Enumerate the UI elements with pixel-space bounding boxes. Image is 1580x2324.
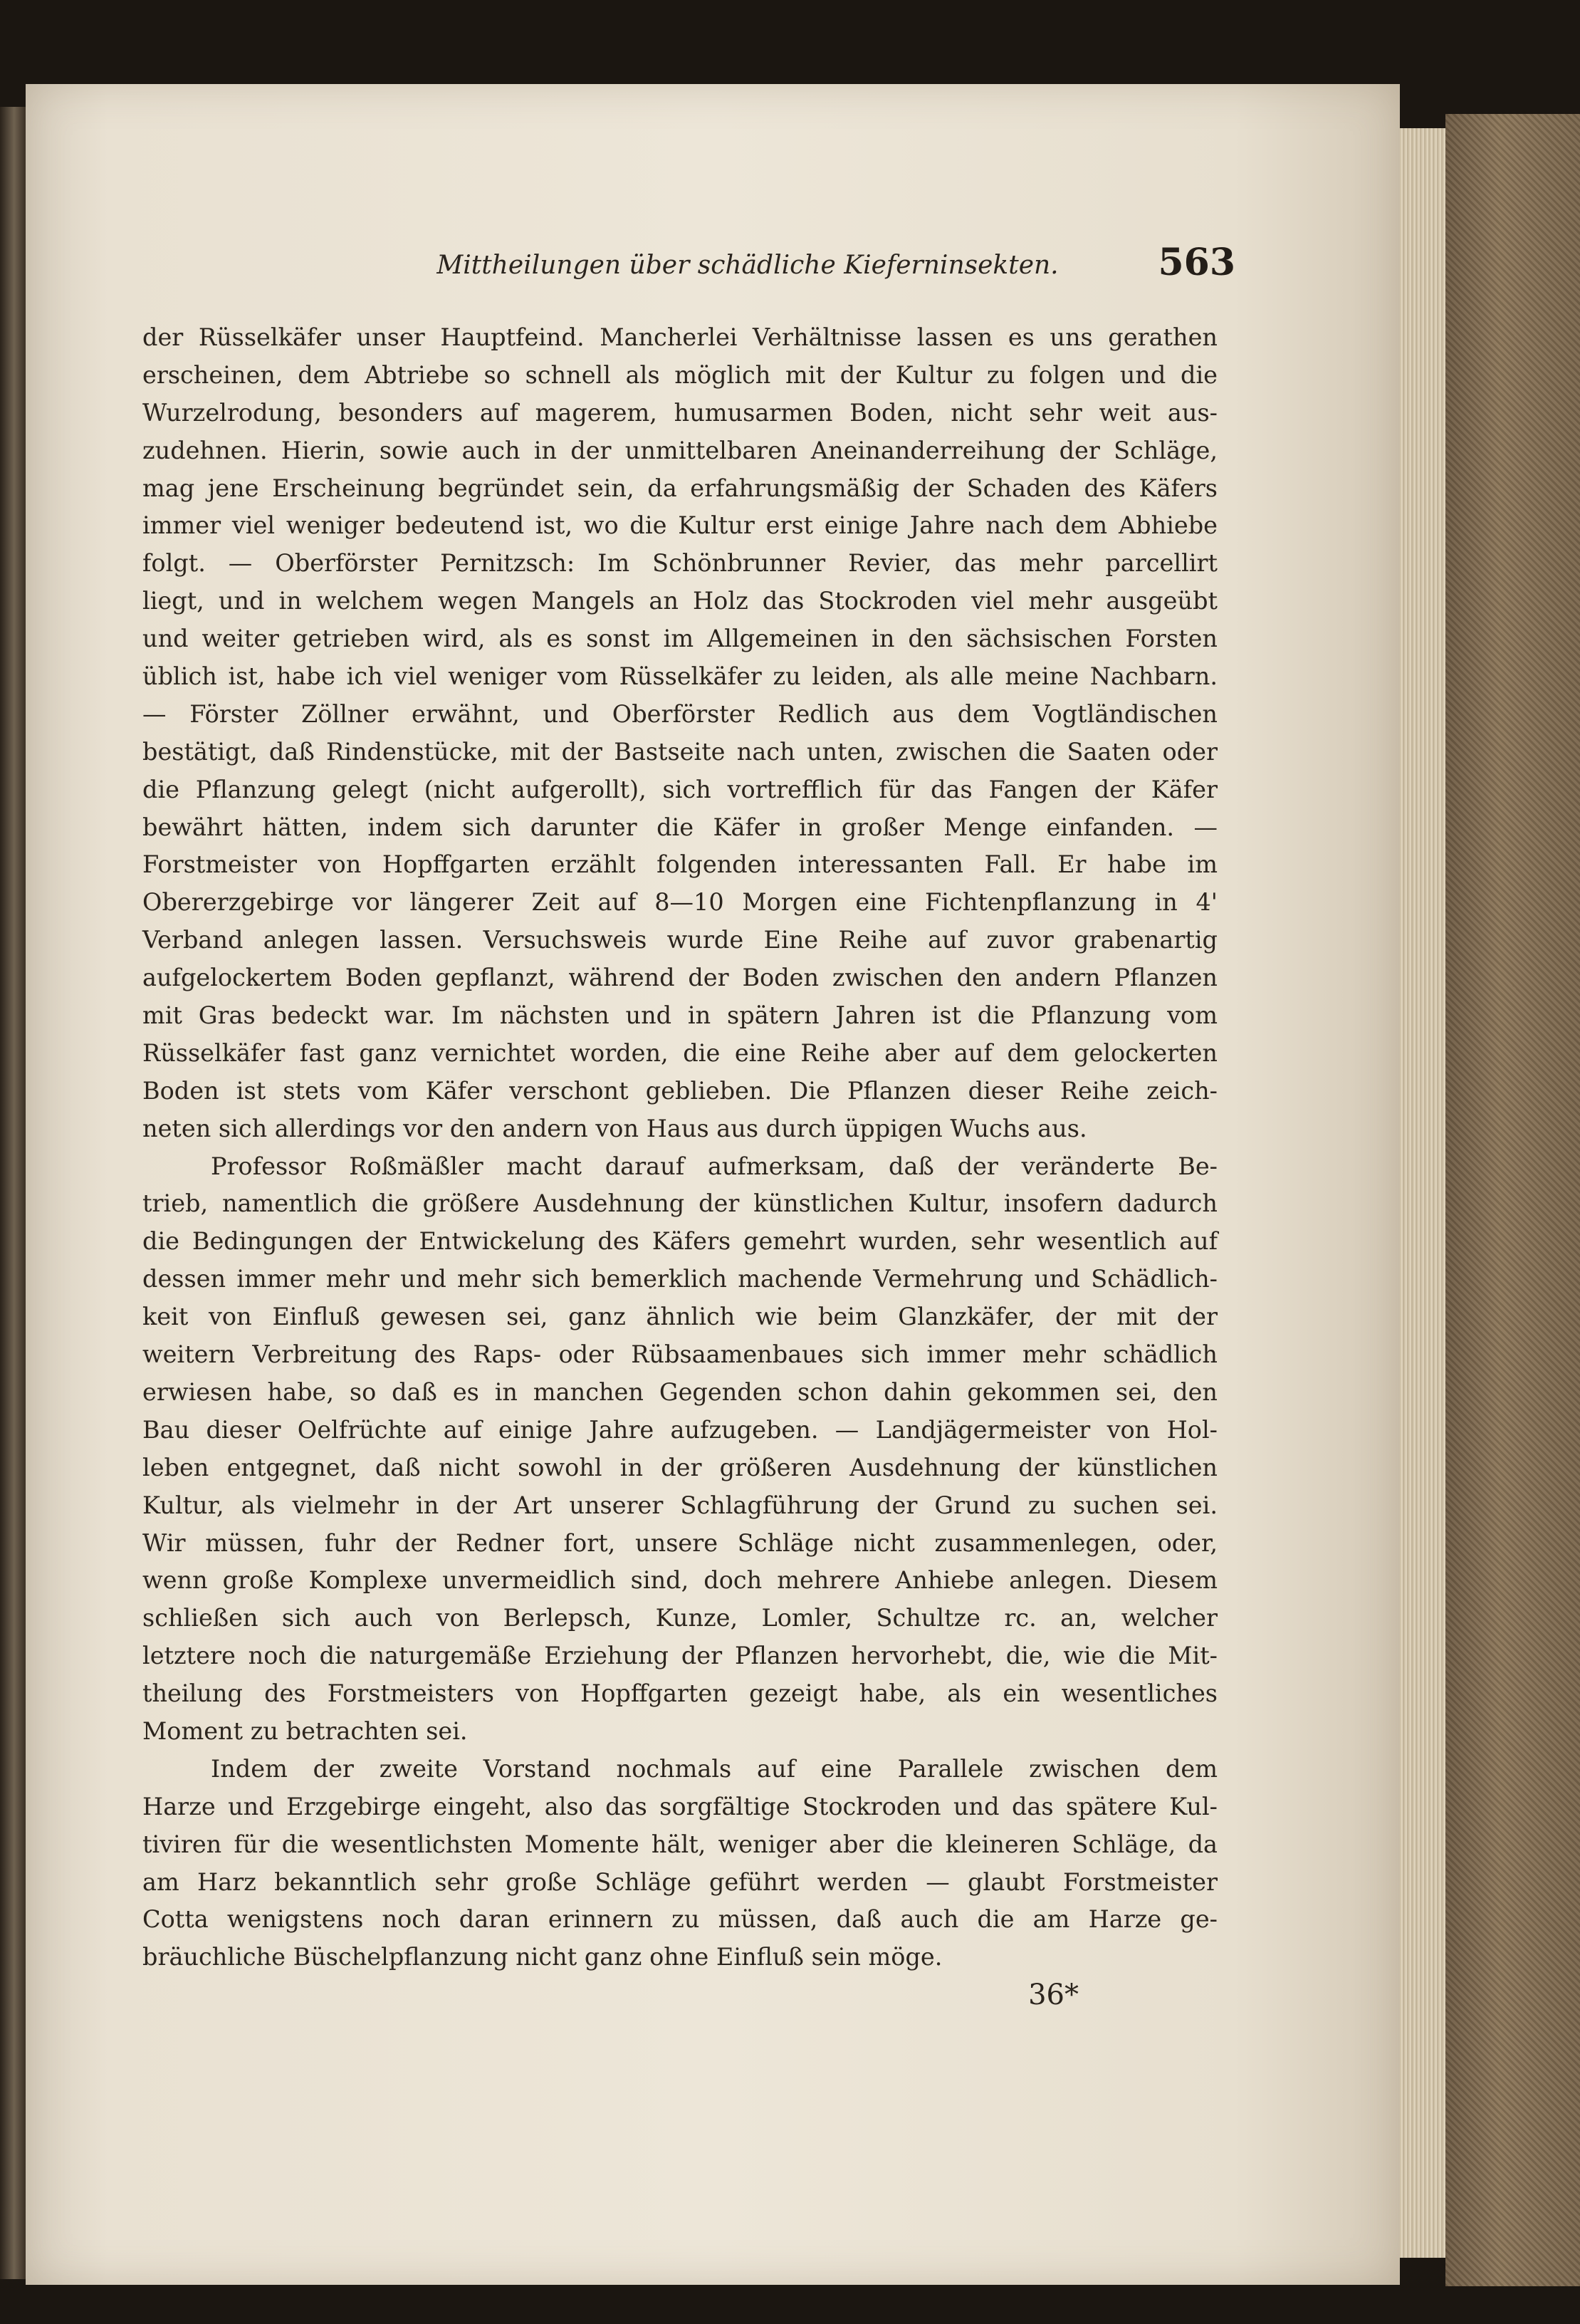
- text-line: bestätigt, daß Rindenstücke, mit der Bastseite nach unten, zwischen die Saaten oder: [142, 737, 1218, 766]
- text-line: Verband anlegen lassen. Versuchsweis wurde Eine Reihe auf zuvor grabenartig: [142, 926, 1218, 954]
- text-line: die Pflanzung gelegt (nicht aufgerollt), sich vortrefflich für das Fangen der Käfer: [142, 775, 1218, 803]
- text-line: zudehnen. Hierin, sowie auch in der unmittelbaren Aneinanderreihung der Schläge,: [142, 436, 1218, 464]
- text-line: neten sich allerdings vor den andern von Haus aus durch üppigen Wuchs aus.: [142, 1114, 1087, 1142]
- text-line: Harze und Erzgebirge eingeht, also das sorgfältige Stockroden und das spätere Kul-: [142, 1792, 1218, 1820]
- previous-page-edge: [0, 107, 26, 2279]
- text-line: Moment zu betrachten sei.: [142, 1716, 468, 1745]
- text-line: leben entgegnet, daß nicht sowohl in der größeren Ausdehnung der künstlichen: [142, 1453, 1218, 1481]
- text-line: aufgelockertem Boden gepflanzt, während der Boden zwischen den andern Pflanzen: [142, 964, 1218, 992]
- text-line: keit von Einfluß gewesen sei, ganz ähnlich wie beim Glanzkäfer, der mit der: [142, 1303, 1218, 1331]
- text-line: Forstmeister von Hopffgarten erzählt folgenden interessanten Fall. Er habe im: [142, 850, 1218, 879]
- body-text: [142, 319, 1218, 1976]
- text-line: üblich ist, habe ich viel weniger vom Rüsselkäfer zu leiden, als alle meine Nachbarn.: [142, 662, 1218, 691]
- text-line: Kultur, als vielmehr in der Art unserer Schlagführung der Grund zu suchen sei.: [142, 1491, 1218, 1519]
- text-line: der Rüsselkäfer unser Hauptfeind. Mancherlei Verhältnisse lassen es uns gerathen: [142, 323, 1218, 351]
- text-line: und weiter getrieben wird, als es sonst im Allgemeinen in den sächsischen Forsten: [142, 625, 1218, 653]
- text-line: theilung des Forstmeisters von Hopffgarten gezeigt habe, als ein wesentliches: [142, 1679, 1218, 1708]
- text-line: bräuchliche Büschelpflanzung nicht ganz ohne Einfluß sein möge.: [142, 1943, 943, 1971]
- book-cover-edge: [1445, 114, 1580, 2286]
- text-line: Wir müssen, fuhr der Redner fort, unsere Schläge nicht zusammenlegen, oder,: [142, 1528, 1218, 1557]
- text-line: schließen sich auch von Berlepsch, Kunze, Lomler, Schultze rc. an, welcher: [142, 1604, 1218, 1632]
- page-number: 563: [1158, 241, 1235, 284]
- signature-mark: 36*: [1028, 1979, 1079, 2011]
- text-line: Boden ist stets vom Käfer verschont geblieben. Die Pflanzen dieser Reihe zeich-: [142, 1076, 1218, 1105]
- text-line: Obererzgebirge vor längerer Zeit auf 8—10 Morgen eine Fichtenpflanzung in 4': [142, 888, 1218, 917]
- text-line: immer viel weniger bedeutend ist, wo die Kultur erst einige Jahre nach dem Abhiebe: [142, 511, 1218, 540]
- text-line: erwiesen habe, so daß es in manchen Gegenden schon dahin gekommen sei, den: [142, 1377, 1218, 1406]
- text-line: Rüsselkäfer fast ganz vernichtet worden, die eine Reihe aber auf dem gelockerten: [142, 1038, 1218, 1067]
- text-line: Indem der zweite Vorstand nochmals auf eine Parallele zwischen dem: [211, 1754, 1218, 1783]
- text-line: weitern Verbreitung des Raps- oder Rübsaamenbaues sich immer mehr schädlich: [142, 1340, 1218, 1369]
- text-line: am Harz bekanntlich sehr große Schläge geführt werden — glaubt Forstmeister: [142, 1867, 1218, 1896]
- text-line: mag jene Erscheinung begründet sein, da erfahrungsmäßig der Schaden des Käfers: [142, 474, 1218, 502]
- text-line: wenn große Komplexe unvermeidlich sind, doch mehrere Anhiebe anlegen. Diesem: [142, 1566, 1218, 1595]
- text-line: bewährt hätten, indem sich darunter die Käfer in großer Menge einfanden. —: [142, 813, 1218, 841]
- text-line: Wurzelrodung, besonders auf magerem, humusarmen Boden, nicht sehr weit aus-: [142, 398, 1218, 427]
- text-line: dessen immer mehr und mehr sich bemerklich machende Vermehrung und Schädlich-: [142, 1265, 1218, 1293]
- text-line: Cotta wenigstens noch daran erinnern zu müssen, daß auch die am Harze ge-: [142, 1905, 1218, 1934]
- text-line: mit Gras bedeckt war. Im nächsten und in spätern Jahren ist die Pflanzung vom: [142, 1001, 1218, 1030]
- text-line: trieb, namentlich die größere Ausdehnung der künstlichen Kultur, insofern dadurch: [142, 1189, 1218, 1218]
- text-line: liegt, und in welchem wegen Mangels an Holz das Stockroden viel mehr ausgeübt: [142, 587, 1218, 615]
- text-line: Professor Roßmäßler macht darauf aufmerksam, daß der veränderte Be-: [211, 1152, 1218, 1180]
- text-line: — Förster Zöllner erwähnt, und Oberförster Redlich aus dem Vogtländischen: [142, 699, 1218, 728]
- text-line: folgt. — Oberförster Pernitzsch: Im Schönbrunner Revier, das mehr parcellirt: [142, 549, 1218, 578]
- text-line: die Bedingungen der Entwickelung des Käfers gemehrt wurden, sehr wesentlich auf: [142, 1227, 1218, 1256]
- text-line: tiviren für die wesentlichsten Momente hält, weniger aber die kleineren Schläge, da: [142, 1830, 1218, 1858]
- text-line: Bau dieser Oelfrüchte auf einige Jahre aufzugeben. — Landjägermeister von Hol-: [142, 1415, 1218, 1444]
- text-line: erscheinen, dem Abtriebe so schnell als möglich mit der Kultur zu folgen und die: [142, 360, 1218, 389]
- running-title: Mittheilungen über schädliche Kieferninsekten.: [436, 251, 1059, 280]
- text-line: letztere noch die naturgemäße Erziehung der Pflanzen hervorhebt, die, wie die Mit-: [142, 1642, 1218, 1670]
